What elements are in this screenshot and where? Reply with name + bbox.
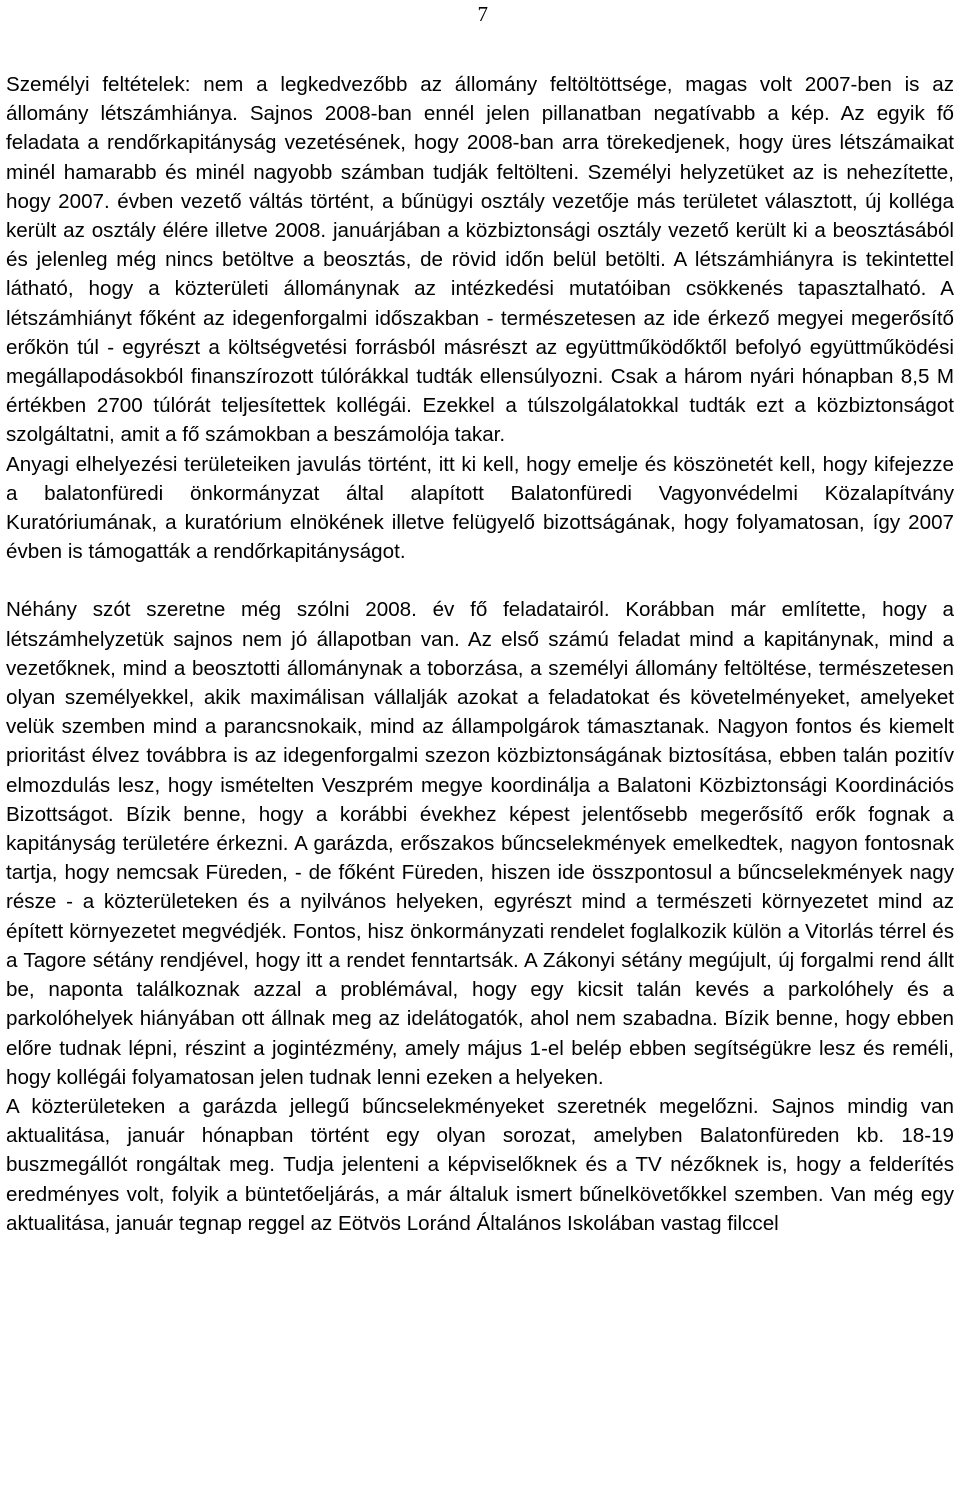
paragraph-2008-tasks: Néhány szót szeretne még szólni 2008. év fő feladatairól. Korábban már említette, hogy a létszámhelyzetük sajnos nem jó állapotban van. Az első számú feladat mind a kapitánynak, mind a vezetőknek, mind a beosztotti állománynak a toborzása, a személyi állomány feltöltése, természetesen olyan személyekkel, akik maximálisan vállalják azokat a feladatokat és követelményeket, amelyeket velük szemben mind a parancsnokaik, mind az állampolgárok támasztanak. Nagyon fontos és kiemelt prioritást élvez továbbra is az idegenforgalmi szezon közbiztonságának biztosítása, ebben talán pozitív elmozdulás lesz, hogy ismételten Veszprém megye koordinálja a Balatoni Közbiztonsági Koordinációs Bizottságot. Bízik benne, hogy a korábbi évekhez képest jelentősebb megerősítő erők fognak a kapitányság területére érkezni. A garázda, erőszakos bűncselekmények emelkedtek, nagyon fontosnak tartja, hogy nemcsak Füreden, - de főként Füreden, hiszen ide összpontosul a bűncselekmények nagy része - a közterületeken és a nyilvános helyeken, egyrészt mind a természeti környezetet mind az épített környezetet megvédjék. Fontos, hisz önkormányzati rendelet foglalkozik külön a Vitorlás térrel és a Tagore sétány rendjével, hogy itt a rendet fenntartsák. A Zákonyi sétány megújult, új forgalmi rend állt be, naponta találkoznak azzal a problémával, hogy egy kicsit talán kevés a parkolóhely és a parkolóhelyek hiányában ott állnak meg az idelátogatók, ahol nem szabadna. Bízik benne, hogy ebben előre tudnak lépni, részint a jogintézmény, amely május 1-el belép ebben segítségükre lesz és reméli, hogy kollégái folyamatosan jelen tudnak lenni ezeken a helyeken. [6, 598, 954, 1089]
document-body [6, 70, 954, 1238]
paragraph-material-accommodation: Anyagi elhelyezési területeiken javulás történt, itt ki kell, hogy emelje és köszönetét kell, hogy kifejezze a balatonfüredi önkormányzat által alapított Balatonfüredi Vagyonvédelmi Közalapítvány Kuratóriumának, a kuratórium elnökének illetve felügyelő bizottságának, hogy folyamatosan, így 2007 évben is támogatták a rendőrkapitányságot. [6, 452, 954, 564]
page-number: 7 [477, 2, 488, 26]
paragraph-public-space-crime: A közterületeken a garázda jellegű bűncselekményeket szeretnék megelőzni. Sajnos mindig van aktualitása, január hónapban történt egy olyan sorozat, amelyben Balatonfüreden kb. 18-19 buszmegállót rongáltak meg. Tudja jelenteni a képviselőknek és a TV nézőknek is, hogy a felderítés eredményes volt, folyik a büntetőeljárás, a már általuk ismert bűnelkövetőkkel szemben. Van még egy aktualitása, január tegnap reggel az Eötvös Loránd Általános Iskolában vastag filccel [6, 1094, 954, 1235]
paragraph-personnel-conditions: Személyi feltételek: nem a legkedvezőbb az állomány feltöltöttsége, magas volt 2007-ben is az állomány létszámhiánya. Sajnos 2008-ban ennél jelen pillanatban negatívabb a kép. Az egyik fő feladata a rendőrkapitányság vezetésének, hogy 2008-ban arra törekedjenek, hogy üres létszámaikat minél hamarabb és minél nagyobb számban tudják feltölteni. Személyi helyzetüket az is nehezítette, hogy 2007. évben vezető váltás történt, a bűnügyi osztály vezetője más területet választott, új kolléga került az osztály élére illetve 2008. januárjában a közbiztonsági osztály vezető került ki a beosztásából és jelenleg még nincs betöltve a beosztás, de rövid időn belül betölti. A létszámhiányra is tekintettel látható, hogy a közterületi állománynak az intézkedési mutatóiban csökkenés tapasztalható. A létszámhiányt főként az idegenforgalmi időszakban - természetesen az ide érkező megyei megerősítő erőkön túl - egyrészt a költségvetési forrásból másrészt az együttműködőktől befolyó együttműködési megállapodásokból finanszírozott túlórákkal tudták ellensúlyozni. Csak a három nyári hónapban 8,5 M értékben 2700 túlórát teljesítettek kollégái. Ezekkel a túlszolgálatokkal tudták ezt a közbiztonságot szolgáltatni, amit a fő számokban a beszámolója takar. [6, 73, 954, 447]
